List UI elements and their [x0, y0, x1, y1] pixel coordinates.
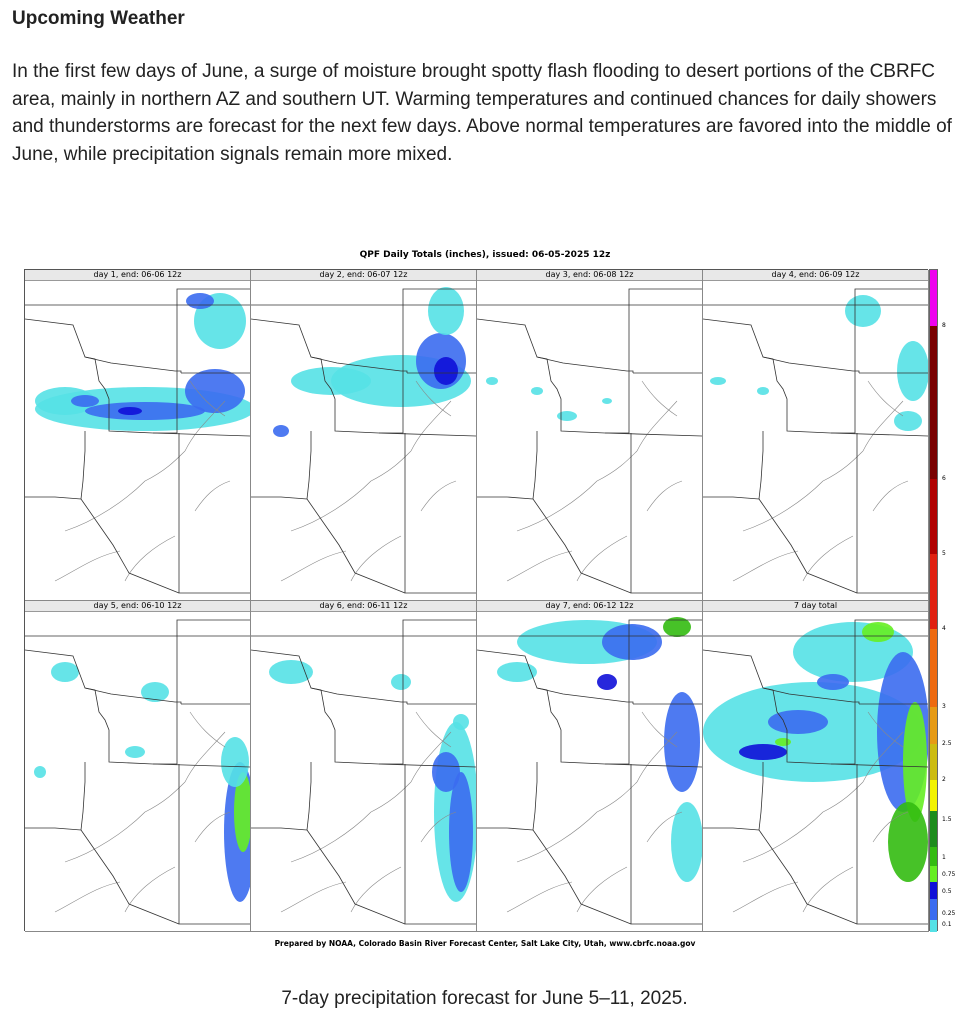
river-line: [743, 451, 863, 531]
figure-title: QPF Daily Totals (inches), issued: 06-05-2025 12z: [359, 250, 611, 260]
precip-area: [897, 341, 929, 401]
state-boundary: [537, 357, 633, 373]
precip-area: [453, 714, 469, 730]
precip-map: [25, 281, 251, 601]
state-boundary: [477, 497, 533, 499]
river-line: [185, 732, 225, 782]
colorbar-segment: [930, 707, 937, 744]
precip-area: [597, 674, 617, 690]
river-line: [281, 551, 346, 581]
river-line: [291, 782, 411, 862]
panel-day-6: [251, 601, 477, 932]
colorbar-segment: [930, 811, 937, 847]
weather-summary-paragraph: In the first few days of June, a surge of moisture brought spotty flash flooding to desert portions of the CBRFC area, mainly in northern AZ and southern UT. Warming temperatures and continued chances for daily showers and thunderstorms are forecast for the next few days. Above normal temperatures are favored into the middle of June, while precipitation signals remain more mixed.: [12, 61, 952, 165]
precip-area: [664, 692, 700, 792]
precip-area: [894, 411, 922, 431]
river-line: [733, 551, 798, 581]
colorbar-tick-label: 1.5: [942, 816, 952, 823]
state-boundary: [81, 431, 179, 593]
panel-grid: [24, 269, 928, 931]
precip-area: [269, 660, 313, 684]
precip-area: [557, 411, 577, 421]
colorbar-tick-label: 1: [942, 854, 946, 861]
precip-area: [768, 710, 828, 734]
colorbar-segment: [930, 554, 937, 629]
precip-area: [602, 624, 662, 660]
colorbar-tick-label: 3: [942, 703, 946, 710]
precip-area: [51, 662, 79, 682]
precip-area: [391, 674, 411, 690]
state-boundary: [307, 431, 405, 593]
precip-area: [434, 357, 458, 385]
precip-area: [273, 425, 289, 437]
colorbar-segment: [930, 866, 937, 882]
panel-label: 7 day total: [703, 601, 928, 612]
river-line: [421, 481, 456, 511]
panel-label: day 4, end: 06-09 12z: [703, 270, 928, 281]
state-boundary: [533, 762, 631, 924]
river-line: [517, 451, 637, 531]
panel-label: day 6, end: 06-11 12z: [251, 601, 476, 612]
river-line: [647, 481, 682, 511]
river-line: [55, 551, 120, 581]
state-boundary: [179, 433, 251, 593]
panel-label: day 3, end: 06-08 12z: [477, 270, 702, 281]
state-boundary: [81, 762, 179, 924]
river-line: [873, 481, 908, 511]
precip-area: [34, 766, 46, 778]
precip-area: [221, 737, 249, 787]
river-line: [642, 381, 677, 416]
panel-day-7: [477, 601, 703, 932]
river-line: [65, 451, 185, 531]
precip-map: [251, 612, 477, 932]
precip-area: [531, 387, 543, 395]
panel-label: day 1, end: 06-06 12z: [25, 270, 250, 281]
panel-label: day 2, end: 06-07 12z: [251, 270, 476, 281]
precip-area: [775, 738, 791, 746]
colorbar-segment: [930, 847, 937, 866]
river-line: [291, 451, 411, 531]
precip-area: [141, 682, 169, 702]
state-boundary: [857, 433, 929, 593]
colorbar-segment: [930, 882, 937, 899]
section-heading: Upcoming Weather: [12, 8, 185, 29]
precip-map: [477, 612, 703, 932]
colorbar-tick-label: 0.75: [942, 871, 956, 878]
colorbar-tick-label: 0.5: [942, 888, 952, 895]
colorbar-tick-label: 0.25: [942, 910, 956, 917]
state-boundary: [25, 828, 81, 830]
state-boundary: [759, 431, 857, 593]
precip-area: [85, 402, 205, 420]
precip-area: [428, 287, 464, 335]
state-boundary: [631, 433, 703, 593]
precip-area: [449, 772, 473, 892]
precip-area: [817, 674, 849, 690]
precip-map: [703, 612, 929, 932]
precip-map: [477, 281, 703, 601]
precip-area: [710, 377, 726, 385]
river-line: [868, 381, 903, 416]
state-boundary: [251, 828, 307, 830]
colorbar-tick-label: 2.5: [942, 740, 952, 747]
river-line: [65, 782, 185, 862]
river-line: [55, 882, 120, 912]
river-line: [743, 782, 863, 862]
colorbar-tick-label: 4: [942, 625, 946, 632]
state-boundary: [759, 762, 857, 924]
qpf-forecast-figure: [22, 250, 956, 962]
panel-label: day 5, end: 06-10 12z: [25, 601, 250, 612]
state-boundary: [311, 688, 407, 704]
precip-area: [739, 744, 787, 760]
state-boundary: [405, 433, 477, 593]
panel-day-1: [25, 270, 251, 601]
precip-area: [71, 395, 99, 407]
precip-area: [118, 407, 142, 415]
colorbar-segment: [930, 479, 937, 554]
state-boundary: [251, 497, 307, 499]
river-line: [411, 401, 451, 451]
precip-area: [888, 802, 928, 882]
figure-caption: 7-day precipitation forecast for June 5–11, 2025.: [281, 988, 688, 1009]
state-boundary: [763, 357, 859, 373]
precip-map: [251, 281, 477, 601]
state-boundary: [477, 828, 533, 830]
colorbar-tick-label: 6: [942, 475, 946, 482]
colorbar-tick-label: 8: [942, 322, 946, 329]
state-boundary: [605, 289, 703, 433]
colorbar-segment: [930, 899, 937, 920]
state-boundary: [307, 762, 405, 924]
river-line: [507, 882, 572, 912]
river-line: [190, 712, 225, 747]
state-boundary: [85, 357, 181, 373]
river-line: [637, 401, 677, 451]
colorbar-segment: [930, 629, 937, 707]
precip-area: [757, 387, 769, 395]
precip-area: [671, 802, 703, 882]
precip-area: [432, 752, 460, 792]
precip-area: [602, 398, 612, 404]
colorbar-tick-label: 0.1: [942, 921, 952, 928]
river-line: [281, 882, 346, 912]
figure-credit: Prepared by NOAA, Colorado Basin River Forecast Center, Salt Lake City, Utah, www.cbrfc.noaa.gov: [274, 939, 696, 948]
precip-area: [291, 367, 371, 395]
colorbar-segment: [930, 920, 937, 932]
precip-area: [486, 377, 498, 385]
river-line: [507, 551, 572, 581]
colorbar-tick-label: 5: [942, 550, 946, 557]
river-line: [195, 481, 230, 511]
state-boundary: [477, 319, 703, 436]
panel-day-3: [477, 270, 703, 601]
precip-map: [703, 281, 929, 601]
panel-7-day-total: [703, 601, 929, 932]
colorbar-segment: [930, 270, 937, 326]
river-line: [517, 782, 637, 862]
state-boundary: [703, 497, 759, 499]
colorbar-segment: [930, 744, 937, 780]
state-boundary: [25, 497, 81, 499]
state-boundary: [533, 431, 631, 593]
precip-area: [862, 622, 894, 642]
precip-area: [845, 295, 881, 327]
state-boundary: [703, 828, 759, 830]
state-boundary: [537, 688, 633, 704]
colorbar-segment: [930, 780, 937, 811]
precip-area: [125, 746, 145, 758]
precip-map: [25, 612, 251, 932]
panel-label: day 7, end: 06-12 12z: [477, 601, 702, 612]
precip-colorbar: [929, 269, 938, 931]
colorbar-tick-label: 2: [942, 776, 946, 783]
panel-day-5: [25, 601, 251, 932]
panel-day-4: [703, 270, 929, 601]
colorbar-segment: [930, 326, 937, 479]
river-line: [733, 882, 798, 912]
panel-day-2: [251, 270, 477, 601]
precip-area: [186, 293, 214, 309]
